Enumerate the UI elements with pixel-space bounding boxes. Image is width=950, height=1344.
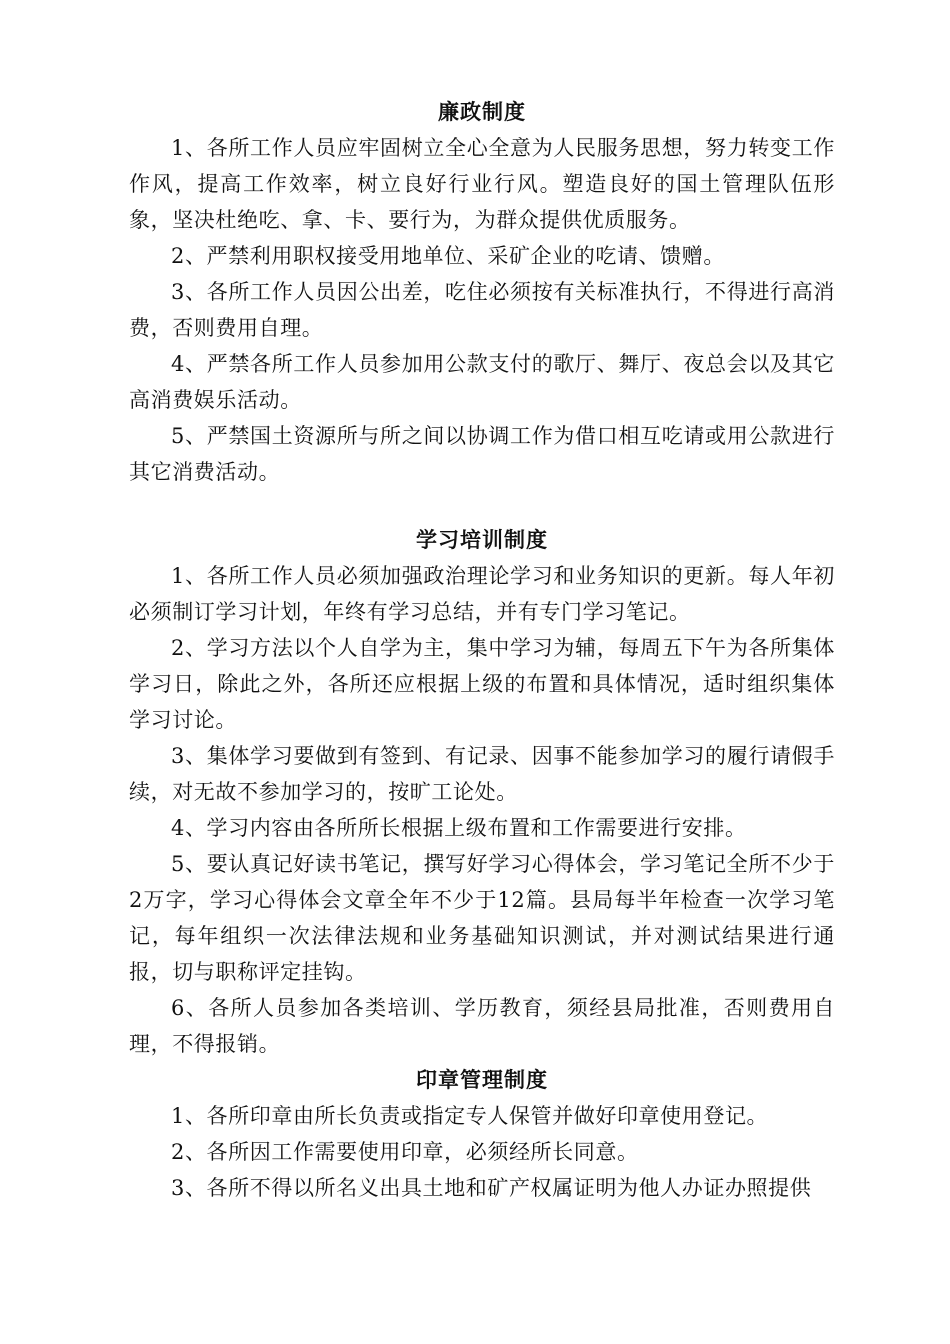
paragraph: 1、各所工作人员应牢固树立全心全意为人民服务思想，努力转变工作作风，提高工作效率，树立良好行业行风。塑造良好的国土管理队伍形象，坚决杜绝吃、拿、卡、要行为，为群众提供优质服务。 [129, 136, 835, 232]
paragraph: 3、集体学习要做到有签到、有记录、因事不能参加学习的履行请假手续，对无故不参加学习的，按旷工论处。 [129, 744, 835, 804]
paragraph: 3、各所工作人员因公出差，吃住必须按有关标准执行，不得进行高消费，否则费用自理。 [129, 280, 835, 340]
paragraph: 2、严禁利用职权接受用地单位、采矿企业的吃请、馈赠。 [171, 244, 725, 268]
paragraph: 5、严禁国土资源所与所之间以协调工作为借口相互吃请或用公款进行其它消费活动。 [129, 424, 835, 484]
paragraph: 3、各所不得以所名义出具土地和矿产权属证明为他人办证办照提供 [171, 1176, 812, 1200]
section-spacer [129, 490, 835, 522]
section-xuexi-peixun [129, 522, 835, 1062]
section-title-lianzheng: 廉政制度 [438, 100, 526, 124]
paragraph: 4、严禁各所工作人员参加用公款支付的歌厅、舞厅、夜总会以及其它高消费娱乐活动。 [129, 352, 835, 412]
paragraph: 4、学习内容由各所所长根据上级布置和工作需要进行安排。 [171, 816, 747, 840]
paragraph: 2、学习方法以个人自学为主，集中学习为辅，每周五下午为各所集体学习日，除此之外，各所还应根据上级的布置和具体情况，适时组织集体学习讨论。 [129, 636, 835, 732]
paragraph: 1、各所印章由所长负责或指定专人保管并做好印章使用登记。 [171, 1104, 769, 1128]
section-title-yinzhang-guanli: 印章管理制度 [416, 1068, 548, 1092]
section-title-xuexi-peixun: 学习培训制度 [416, 528, 548, 552]
document-page [129, 94, 835, 1206]
paragraph: 1、各所工作人员必须加强政治理论学习和业务知识的更新。每人年初必须制订学习计划，年终有学习总结，并有专门学习笔记。 [129, 564, 835, 624]
paragraph: 5、要认真记好读书笔记，撰写好学习心得体会，学习笔记全所不少于2万字，学习心得体会文章全年不少于12篇。县局每半年检查一次学习笔记，每年组织一次法律法规和业务基础知识测试，并对测试结果进行通报，切与职称评定挂钩。 [129, 852, 835, 984]
section-yinzhang-guanli [129, 1062, 835, 1206]
paragraph: 6、各所人员参加各类培训、学历教育，须经县局批准，否则费用自理，不得报销。 [129, 996, 835, 1056]
section-lianzheng [129, 94, 835, 490]
paragraph: 2、各所因工作需要使用印章，必须经所长同意。 [171, 1140, 639, 1164]
